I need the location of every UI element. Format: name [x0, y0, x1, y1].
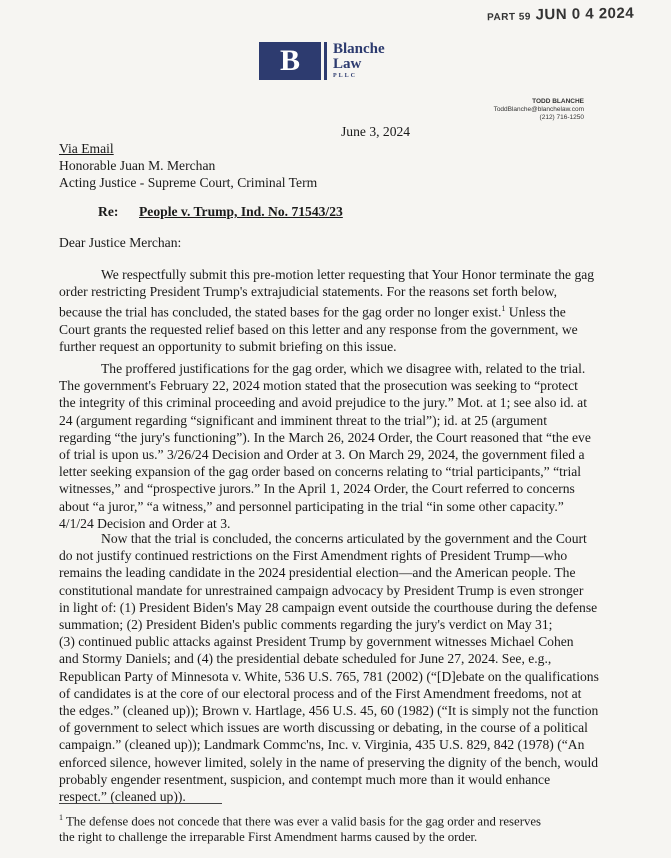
footnote-ref: 1 — [501, 304, 506, 314]
p1-line3-tail: Unless the — [505, 304, 566, 320]
re-case: People v. Trump, Ind. No. 71543/23 — [139, 204, 343, 219]
p3-line: summation; (2) President Biden's public comments regarding the jury's verdict on May 31; — [59, 617, 553, 633]
logo-mark: B — [259, 42, 321, 80]
contact-email: ToddBlanche@blanchelaw.com — [493, 106, 584, 113]
p3-line: enforced silence, however limited, solely in the name of preserving the dignity of the bench, would — [59, 754, 599, 770]
firm-name-line3: PLLC — [333, 73, 358, 79]
footnote-line: the right to challenge the irreparable First Amendment harms caused by the order. — [59, 830, 478, 845]
p3-line: and Stormy Daniels; and (4) the presidential debate scheduled for June 27, 2024. See, e.g., — [59, 651, 552, 667]
recipient-name: Honorable Juan M. Merchan — [59, 158, 216, 173]
p3-line: of government to select which issues are worth discussing or debating, in the course of a political — [59, 720, 588, 736]
p2-line: 24 (argument regarding “significant and imminent threat to the trial”); id. at 25 (argument — [59, 412, 547, 428]
contact-name: TODD BLANCHE — [532, 98, 584, 105]
p1-line: order restricting President Trump's extrajudicial statements. For the reasons set forth below, — [59, 284, 558, 300]
salutation: Dear Justice Merchan: — [59, 235, 182, 250]
p2-line: regarding “the jury's functioning”). In the March 26, 2024 Order, the Court reasoned that “the eve — [59, 429, 591, 445]
p3-line: respect.” (cleaned up)). — [59, 789, 186, 805]
p1-line: Court grants the requested relief based on this letter and any response from the government, we — [59, 322, 578, 338]
paragraph-2 — [59, 360, 591, 532]
p3-line: probably engender resentment, suspicion, and contempt much more than it would enhance — [59, 771, 551, 787]
delivery-method: Via Email — [59, 141, 114, 156]
p3-line: constitutional mandate for unrestrained campaign advocacy by President Trump is even stronger — [59, 582, 584, 598]
logo-divider — [324, 42, 327, 80]
recipient-title: Acting Justice - Supreme Court, Criminal Term — [59, 175, 318, 190]
stamp-part: PART 59 — [486, 11, 532, 24]
p2-line: The proffered justifications for the gag order, which we disagree with, related to the trial. — [101, 361, 586, 376]
logo-wordmark — [333, 42, 385, 80]
p3-line: (3) continued public attacks against President Trump by government witnesses Michael Cohen — [59, 634, 574, 650]
p3-line: Republican Party of Minnesota v. White, 536 U.S. 765, 781 (2002) (“[D]ebate on the qualifications — [59, 668, 599, 684]
p1-line3-text: because the trial has concluded, the stated bases for the gag order no longer exist. — [59, 304, 502, 320]
p3-line: do not justify continued restrictions on the First Amendment rights of President Trump—who — [59, 548, 568, 564]
paragraph-1 — [59, 266, 594, 356]
p2-line: witnesses,” and “prospective jurors.” In the April 1, 2024 Order, the Court referred to concerns — [59, 481, 575, 497]
footnote-text-1: The defense does not concede that there was ever a valid basis for the gag order and reserves — [65, 814, 542, 829]
p2-line: of trial is upon us.” 3/26/24 Decision and Order at 3. On March 29, 2024, the government filed a — [59, 447, 585, 463]
received-stamp — [487, 5, 634, 25]
p1-line: further request an opportunity to submit briefing on this issue. — [59, 339, 397, 355]
p3-line: in light of: (1) President Biden's May 28 campaign event outside the courthouse during the defense — [59, 599, 598, 615]
footnote-number: 1 — [59, 813, 63, 822]
re-label: Re: — [98, 204, 119, 219]
p3-line: campaign.” (cleaned up)); Landmark Commc'ns, Inc. v. Virginia, 435 U.S. 829, 842 (1978) (“An — [59, 737, 585, 753]
p1-line: We respectfully submit this pre-motion letter requesting that Your Honor terminate the gag — [101, 267, 595, 282]
paragraph-3 — [59, 530, 599, 805]
p3-line: the edges.” (cleaned up)); Brown v. Hartlage, 456 U.S. 45, 60 (1982) (“It is simply not the function — [59, 703, 599, 719]
p2-line: the integrity of this criminal proceeding and avoid prejudice to the jury.” Mot. at 1; see also id. at — [59, 395, 587, 411]
p1-line — [59, 300, 594, 321]
contact-block — [494, 98, 584, 122]
firm-name-line2: Law — [333, 56, 362, 72]
p2-line: about “a juror,” “a witness,” and personnel participating in the trial “in some other capacity.” — [59, 498, 564, 514]
p2-line: letter seeking expansion of the gag order based on concerns relating to “trial participants,” “trial — [59, 464, 582, 480]
firm-logo — [259, 42, 385, 80]
p3-line: of candidates is at the core of our electoral process and of the First Amendment freedoms, not at — [59, 685, 582, 701]
firm-name-line1: Blanche — [333, 41, 385, 57]
p2-line: 4/1/24 Decision and Order at 3. — [59, 515, 231, 531]
footnote — [59, 810, 541, 845]
stamp-date: JUN 0 4 2024 — [535, 4, 635, 24]
letter-date: June 3, 2024 — [341, 124, 411, 139]
footnote-divider — [59, 803, 222, 804]
contact-phone: (212) 716-1250 — [539, 114, 584, 121]
p3-line: remains the leading candidate in the 2024 presidential election—and the American people. The — [59, 565, 576, 581]
p2-line: The government's February 22, 2024 motion stated that the prosecution was seeking to “protect — [59, 378, 578, 394]
p3-line: Now that the trial is concluded, the concerns articulated by the government and the Court — [101, 531, 587, 546]
footnote-line — [59, 810, 541, 829]
